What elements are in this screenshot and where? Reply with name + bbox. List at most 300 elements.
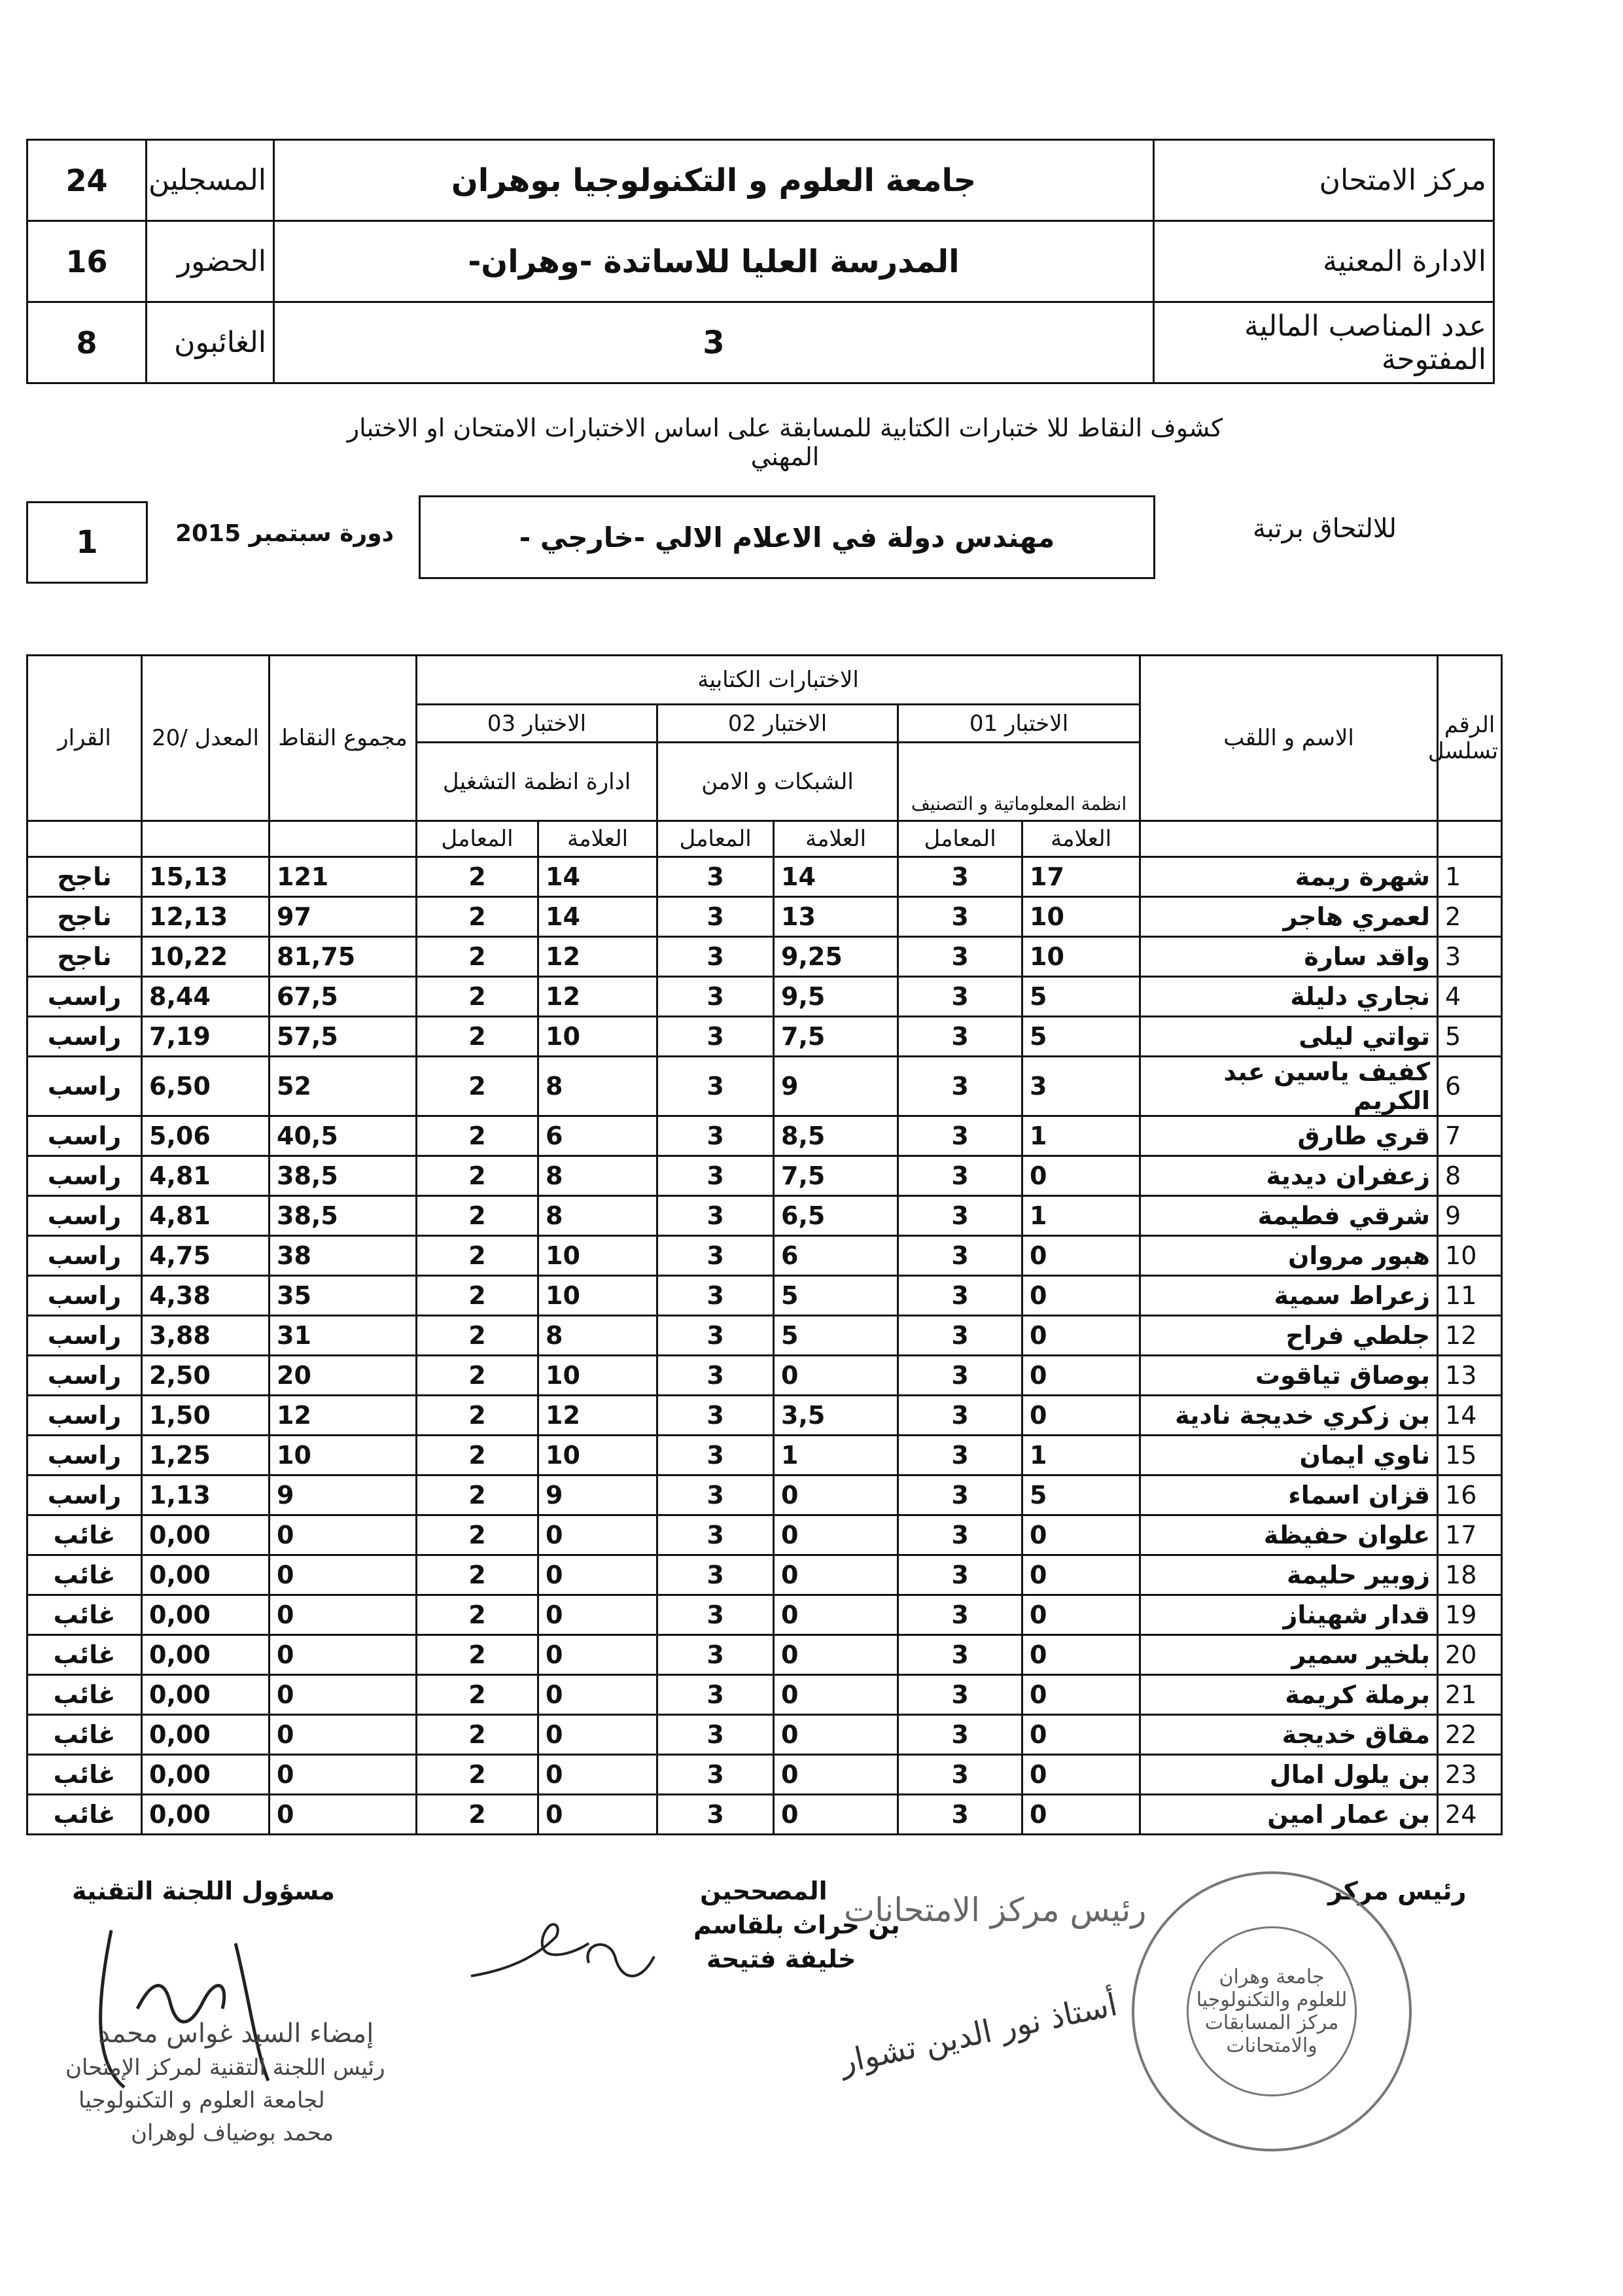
cell-grade-3: 10: [538, 1356, 657, 1396]
cell-decision: غائب: [27, 1795, 142, 1835]
cell-decision: راسب: [27, 1316, 142, 1356]
info-stat-label: الحضور: [147, 221, 274, 302]
table-row: [27, 1555, 1502, 1595]
cell-average: 6,50: [142, 1057, 270, 1116]
cell-coef-2: 3: [657, 897, 774, 937]
cell-grade-3: 0: [538, 1635, 657, 1675]
cell-total: 0: [270, 1755, 417, 1795]
cell-coef-3: 2: [417, 1017, 538, 1057]
cell-decision: راسب: [27, 1156, 142, 1196]
header-grade-2: العلامة: [774, 821, 898, 857]
cell-coef-1: 3: [898, 937, 1022, 977]
cell-name: بوصاق تياقوت: [1140, 1356, 1438, 1396]
cell-average: 0,00: [142, 1555, 270, 1595]
cell-coef-1: 3: [898, 1715, 1022, 1755]
cell-coef-1: 3: [898, 1057, 1022, 1116]
cell-total: 67,5: [270, 977, 417, 1017]
cell-total: 81,75: [270, 937, 417, 977]
cell-serial: 16: [1438, 1475, 1502, 1515]
table-row: [27, 1196, 1502, 1236]
cell-grade-1: 0: [1022, 1356, 1140, 1396]
cell-coef-3: 2: [417, 857, 538, 897]
cell-decision: ناجح: [27, 937, 142, 977]
cell-serial: 12: [1438, 1316, 1502, 1356]
stamp-inner-ring: [1187, 1926, 1357, 2096]
cell-grade-2: 0: [774, 1675, 898, 1715]
table-row: [27, 1475, 1502, 1515]
cell-total: 9: [270, 1475, 417, 1515]
table-row: [27, 937, 1502, 977]
cell-total: 0: [270, 1595, 417, 1635]
cell-serial: 10: [1438, 1236, 1502, 1276]
tech-stamp-line-3: لجامعة العلوم و التكنولوجيا: [79, 2087, 325, 2113]
cell-grade-1: 0: [1022, 1236, 1140, 1276]
cell-grade-3: 0: [538, 1795, 657, 1835]
cell-grade-1: 1: [1022, 1436, 1140, 1475]
cell-average: 5,06: [142, 1116, 270, 1156]
stamp-text: جامعة وهران للعلوم والتكنولوجيا مركز المسابقات والامتحانات: [1196, 1966, 1348, 2057]
info-label: عدد المناصب المالية المفتوحة: [1154, 302, 1494, 383]
cell-coef-2: 3: [657, 1755, 774, 1795]
cell-coef-2: 3: [657, 1715, 774, 1755]
cell-grade-2: 14: [774, 857, 898, 897]
cell-grade-3: 8: [538, 1156, 657, 1196]
cell-total: 97: [270, 897, 417, 937]
cell-grade-1: 10: [1022, 937, 1140, 977]
cell-decision: غائب: [27, 1515, 142, 1555]
cell-grade-1: 5: [1022, 977, 1140, 1017]
correctors-label: المصححين: [700, 1877, 828, 1905]
cell-name: بن عمار امين: [1140, 1795, 1438, 1835]
cell-coef-1: 3: [898, 1116, 1022, 1156]
cell-serial: 18: [1438, 1555, 1502, 1595]
cell-coef-2: 3: [657, 1156, 774, 1196]
cell-grade-3: 0: [538, 1555, 657, 1595]
cell-grade-2: 0: [774, 1635, 898, 1675]
official-round-stamp: [1132, 1871, 1412, 2151]
cell-grade-1: 0: [1022, 1795, 1140, 1835]
header-decision-cont: [27, 821, 142, 857]
table-row: [27, 1595, 1502, 1635]
cell-coef-3: 2: [417, 1156, 538, 1196]
cell-coef-2: 3: [657, 1276, 774, 1316]
cell-name: هبور مروان: [1140, 1236, 1438, 1276]
cell-grade-2: 9: [774, 1057, 898, 1116]
grades-table-header: [27, 656, 1502, 857]
cell-coef-3: 2: [417, 1675, 538, 1715]
cell-coef-1: 3: [898, 1555, 1022, 1595]
corrector-1: بن حراث بلقاسم: [693, 1911, 900, 1939]
level-box: 1: [26, 501, 148, 584]
grades-table: [26, 654, 1503, 1835]
cell-grade-1: 0: [1022, 1595, 1140, 1635]
cell-grade-2: 9,5: [774, 977, 898, 1017]
cell-coef-1: 3: [898, 1276, 1022, 1316]
table-row: [27, 1715, 1502, 1755]
info-stat-label: المسجلين: [147, 140, 274, 221]
cell-average: 0,00: [142, 1595, 270, 1635]
cell-coef-1: 3: [898, 1515, 1022, 1555]
cell-grade-3: 10: [538, 1276, 657, 1316]
header-name-cont: [1140, 821, 1438, 857]
cell-serial: 9: [1438, 1196, 1502, 1236]
cell-grade-3: 8: [538, 1057, 657, 1116]
header-grade-1: العلامة: [1022, 821, 1140, 857]
cell-grade-1: 0: [1022, 1316, 1140, 1356]
cell-average: 12,13: [142, 897, 270, 937]
cell-decision: غائب: [27, 1555, 142, 1595]
cell-name: نجاري دليلة: [1140, 977, 1438, 1017]
cell-serial: 19: [1438, 1595, 1502, 1635]
president-name-signature: أستاذ نور الدين تشوار: [836, 1986, 1121, 2081]
header-coef-2: المعامل: [657, 821, 774, 857]
cell-average: 0,00: [142, 1715, 270, 1755]
table-row: [27, 1316, 1502, 1356]
cell-total: 20: [270, 1356, 417, 1396]
cell-coef-3: 2: [417, 897, 538, 937]
table-row: [27, 857, 1502, 897]
cell-coef-2: 3: [657, 1555, 774, 1595]
cell-grade-1: 0: [1022, 1555, 1140, 1595]
cell-grade-1: 0: [1022, 1276, 1140, 1316]
cell-coef-3: 2: [417, 1116, 538, 1156]
cell-total: 35: [270, 1276, 417, 1316]
cell-coef-3: 2: [417, 1057, 538, 1116]
cell-average: 4,81: [142, 1156, 270, 1196]
cell-coef-3: 2: [417, 1276, 538, 1316]
corrector-2: خليفة فتيحة: [707, 1945, 856, 1973]
info-value: 3: [274, 302, 1154, 383]
cell-coef-2: 3: [657, 1057, 774, 1116]
cell-grade-1: 17: [1022, 857, 1140, 897]
header-coef-1: المعامل: [898, 821, 1022, 857]
info-label: مركز الامتحان: [1154, 140, 1494, 221]
tech-committee-label: مسؤول اللجنة التقنية: [72, 1877, 336, 1905]
corrector-signatures: [458, 1898, 693, 2002]
cell-coef-3: 2: [417, 977, 538, 1017]
cell-coef-3: 2: [417, 1396, 538, 1436]
cell-serial: 3: [1438, 937, 1502, 977]
info-stat-label: الغائبون: [147, 302, 274, 383]
cell-grade-3: 12: [538, 977, 657, 1017]
cell-coef-2: 3: [657, 1196, 774, 1236]
cell-coef-2: 3: [657, 1017, 774, 1057]
table-row: [27, 1116, 1502, 1156]
cell-grade-2: 7,5: [774, 1156, 898, 1196]
cell-name: تواتي ليلى: [1140, 1017, 1438, 1057]
tech-committee-signature: [72, 1917, 281, 2113]
cell-grade-2: 0: [774, 1755, 898, 1795]
cell-coef-3: 2: [417, 1436, 538, 1475]
cell-total: 0: [270, 1675, 417, 1715]
cell-name: بن يلول امال: [1140, 1755, 1438, 1795]
cell-name: شهرة ريمة: [1140, 857, 1438, 897]
header-written-tests: الاختبارات الكتابية: [417, 656, 1140, 705]
cell-total: 0: [270, 1715, 417, 1755]
cell-serial: 21: [1438, 1675, 1502, 1715]
post-title-box: مهندس دولة في الاعلام الالي -خارجي -: [419, 495, 1155, 579]
cell-name: بلخير سمير: [1140, 1635, 1438, 1675]
tech-stamp-line-2: رئيس اللجنة التقنية لمركز الإمتحان: [65, 2055, 385, 2081]
cell-name: شرقي فطيمة: [1140, 1196, 1438, 1236]
cell-average: 8,44: [142, 977, 270, 1017]
header-average: المعدل /20: [142, 656, 270, 821]
cell-coef-1: 3: [898, 1675, 1022, 1715]
cell-total: 0: [270, 1635, 417, 1675]
cell-name: مقاق خديجة: [1140, 1715, 1438, 1755]
cell-average: 0,00: [142, 1755, 270, 1795]
table-row: [27, 1396, 1502, 1436]
cell-coef-1: 3: [898, 1436, 1022, 1475]
cell-coef-2: 3: [657, 1356, 774, 1396]
cell-grade-2: 5: [774, 1276, 898, 1316]
cell-decision: راسب: [27, 1017, 142, 1057]
cell-name: قزان اسماء: [1140, 1475, 1438, 1515]
cell-serial: 7: [1438, 1116, 1502, 1156]
cell-average: 3,88: [142, 1316, 270, 1356]
header-decision: القرار: [27, 656, 142, 821]
header-grade-3: العلامة: [538, 821, 657, 857]
president-label: رئيس مركز: [1328, 1877, 1467, 1905]
cell-serial: 15: [1438, 1436, 1502, 1475]
info-label: الادارة المعنية: [1154, 221, 1494, 302]
info-stat-value: 24: [27, 140, 147, 221]
header-serial-cont: [1438, 821, 1502, 857]
cell-name: زعراط سمية: [1140, 1276, 1438, 1316]
cell-coef-2: 3: [657, 1595, 774, 1635]
cell-name: واقد سارة: [1140, 937, 1438, 977]
cell-coef-3: 2: [417, 1795, 538, 1835]
cell-grade-3: 0: [538, 1755, 657, 1795]
cell-serial: 4: [1438, 977, 1502, 1017]
cell-decision: راسب: [27, 1276, 142, 1316]
cell-grade-1: 0: [1022, 1396, 1140, 1436]
table-row: [27, 977, 1502, 1017]
cell-coef-3: 2: [417, 1196, 538, 1236]
cell-coef-1: 3: [898, 1156, 1022, 1196]
table-row: [27, 1156, 1502, 1196]
cell-grade-1: 0: [1022, 1156, 1140, 1196]
cell-coef-3: 2: [417, 1755, 538, 1795]
cell-coef-1: 3: [898, 857, 1022, 897]
cell-coef-2: 3: [657, 1436, 774, 1475]
cell-average: 4,81: [142, 1196, 270, 1236]
info-value: المدرسة العليا للاساتدة -وهران-: [274, 221, 1154, 302]
table-row: [27, 1755, 1502, 1795]
tech-stamp-line-1: إمضاء السيد غواس محمد: [98, 2019, 374, 2049]
cell-grade-2: 7,5: [774, 1017, 898, 1057]
header-test-1: الاختبار 01: [898, 705, 1140, 743]
header-average-cont: [142, 821, 270, 857]
cell-grade-3: 10: [538, 1236, 657, 1276]
info-stat-value: 16: [27, 221, 147, 302]
cell-name: قدار شهيناز: [1140, 1595, 1438, 1635]
cell-name: علوان حفيظة: [1140, 1515, 1438, 1555]
cell-average: 2,50: [142, 1356, 270, 1396]
cell-coef-3: 2: [417, 1555, 538, 1595]
cell-average: 1,13: [142, 1475, 270, 1515]
cell-grade-1: 0: [1022, 1715, 1140, 1755]
table-row: [27, 1236, 1502, 1276]
cell-total: 0: [270, 1795, 417, 1835]
cell-average: 0,00: [142, 1635, 270, 1675]
header-name: الاسم و اللقب: [1140, 656, 1438, 821]
table-row: [27, 1356, 1502, 1396]
cell-grade-2: 6,5: [774, 1196, 898, 1236]
header-total: مجموع النقاط: [270, 656, 417, 821]
info-stat-value: 8: [27, 302, 147, 383]
cell-grade-3: 14: [538, 897, 657, 937]
cell-grade-3: 9: [538, 1475, 657, 1515]
cell-coef-3: 2: [417, 1595, 538, 1635]
cell-serial: 22: [1438, 1715, 1502, 1755]
cell-grade-2: 0: [774, 1795, 898, 1835]
cell-average: 15,13: [142, 857, 270, 897]
cell-coef-2: 3: [657, 1116, 774, 1156]
cell-decision: راسب: [27, 1475, 142, 1515]
cell-decision: راسب: [27, 977, 142, 1017]
cell-grade-3: 12: [538, 937, 657, 977]
cell-serial: 24: [1438, 1795, 1502, 1835]
table-row: [27, 1635, 1502, 1675]
header-serial: الرقم تسلسل: [1438, 656, 1502, 821]
cell-grade-2: 0: [774, 1475, 898, 1515]
cell-coef-3: 2: [417, 937, 538, 977]
cell-average: 4,75: [142, 1236, 270, 1276]
cell-total: 38,5: [270, 1156, 417, 1196]
info-row: [27, 302, 1494, 383]
cell-decision: غائب: [27, 1675, 142, 1715]
cell-decision: راسب: [27, 1396, 142, 1436]
cell-average: 0,00: [142, 1675, 270, 1715]
cell-grade-2: 9,25: [774, 937, 898, 977]
cell-grade-1: 5: [1022, 1017, 1140, 1057]
grades-table-body: [27, 857, 1502, 1835]
table-row: [27, 1276, 1502, 1316]
president-signature-stamp: رئيس مركز الامتحانات: [844, 1891, 1147, 1929]
cell-serial: 13: [1438, 1356, 1502, 1396]
cell-name: جلطي فراح: [1140, 1316, 1438, 1356]
cell-grade-3: 10: [538, 1017, 657, 1057]
cell-decision: غائب: [27, 1635, 142, 1675]
cell-grade-2: 0: [774, 1555, 898, 1595]
cell-serial: 20: [1438, 1635, 1502, 1675]
cell-grade-3: 0: [538, 1515, 657, 1555]
cell-coef-2: 3: [657, 1635, 774, 1675]
cell-serial: 8: [1438, 1156, 1502, 1196]
header-coef-3: المعامل: [417, 821, 538, 857]
cell-coef-3: 2: [417, 1356, 538, 1396]
cell-coef-1: 3: [898, 977, 1022, 1017]
cell-coef-3: 2: [417, 1475, 538, 1515]
cell-decision: راسب: [27, 1356, 142, 1396]
cell-decision: غائب: [27, 1755, 142, 1795]
tech-stamp-line-4: محمد بوضياف لوهران: [131, 2120, 334, 2146]
cell-grade-1: 0: [1022, 1675, 1140, 1715]
cell-total: 0: [270, 1515, 417, 1555]
post-label: للالتحاق برتبة: [1253, 514, 1397, 544]
cell-name: كفيف ياسين عبد الكريم: [1140, 1057, 1438, 1116]
cell-grade-1: 1: [1022, 1196, 1140, 1236]
cell-average: 4,38: [142, 1276, 270, 1316]
cell-serial: 1: [1438, 857, 1502, 897]
cell-name: زعفران ديدية: [1140, 1156, 1438, 1196]
cell-grade-2: 0: [774, 1595, 898, 1635]
cell-coef-2: 3: [657, 1316, 774, 1356]
cell-grade-2: 8,5: [774, 1116, 898, 1156]
info-row: [27, 221, 1494, 302]
cell-coef-1: 3: [898, 1475, 1022, 1515]
cell-coef-3: 2: [417, 1316, 538, 1356]
cell-decision: راسب: [27, 1057, 142, 1116]
cell-serial: 17: [1438, 1515, 1502, 1555]
cell-name: لعمري هاجر: [1140, 897, 1438, 937]
cell-grade-3: 0: [538, 1675, 657, 1715]
exam-session: دورة سبتمبر 2015: [175, 520, 394, 547]
cell-decision: ناجح: [27, 897, 142, 937]
cell-name: برملة كريمة: [1140, 1675, 1438, 1715]
cell-average: 10,22: [142, 937, 270, 977]
cell-coef-1: 3: [898, 1356, 1022, 1396]
cell-decision: راسب: [27, 1116, 142, 1156]
cell-coef-3: 2: [417, 1515, 538, 1555]
cell-grade-3: 12: [538, 1396, 657, 1436]
cell-grade-2: 5: [774, 1316, 898, 1356]
table-row: [27, 1017, 1502, 1057]
exam-info-table: [26, 139, 1495, 384]
cell-coef-2: 3: [657, 1475, 774, 1515]
header-subject-2: الشبكات و الامن: [657, 743, 898, 821]
cell-coef-1: 3: [898, 1316, 1022, 1356]
table-row: [27, 1436, 1502, 1475]
cell-decision: ناجح: [27, 857, 142, 897]
cell-average: 7,19: [142, 1017, 270, 1057]
cell-coef-1: 3: [898, 1755, 1022, 1795]
cell-decision: راسب: [27, 1196, 142, 1236]
cell-grade-3: 6: [538, 1116, 657, 1156]
cell-coef-1: 3: [898, 1236, 1022, 1276]
cell-total: 121: [270, 857, 417, 897]
cell-coef-3: 2: [417, 1236, 538, 1276]
cell-grade-3: 0: [538, 1595, 657, 1635]
cell-coef-2: 3: [657, 1515, 774, 1555]
header-subject-3: ادارة انظمة التشغيل: [417, 743, 657, 821]
cell-total: 40,5: [270, 1116, 417, 1156]
cell-coef-2: 3: [657, 1396, 774, 1436]
header-total-cont: [270, 821, 417, 857]
cell-total: 31: [270, 1316, 417, 1356]
cell-coef-2: 3: [657, 1236, 774, 1276]
cell-average: 1,50: [142, 1396, 270, 1436]
cell-coef-1: 3: [898, 1196, 1022, 1236]
cell-coef-1: 3: [898, 897, 1022, 937]
cell-name: قري طارق: [1140, 1116, 1438, 1156]
cell-grade-2: 13: [774, 897, 898, 937]
cell-total: 52: [270, 1057, 417, 1116]
cell-grade-2: 1: [774, 1436, 898, 1475]
table-row: [27, 1057, 1502, 1116]
cell-average: 0,00: [142, 1795, 270, 1835]
cell-grade-1: 0: [1022, 1635, 1140, 1675]
cell-decision: غائب: [27, 1595, 142, 1635]
cell-grade-3: 0: [538, 1715, 657, 1755]
cell-grade-2: 0: [774, 1356, 898, 1396]
table-row: [27, 1515, 1502, 1555]
cell-serial: 2: [1438, 897, 1502, 937]
cell-decision: غائب: [27, 1715, 142, 1755]
cell-grade-2: 3,5: [774, 1396, 898, 1436]
cell-grade-3: 8: [538, 1316, 657, 1356]
